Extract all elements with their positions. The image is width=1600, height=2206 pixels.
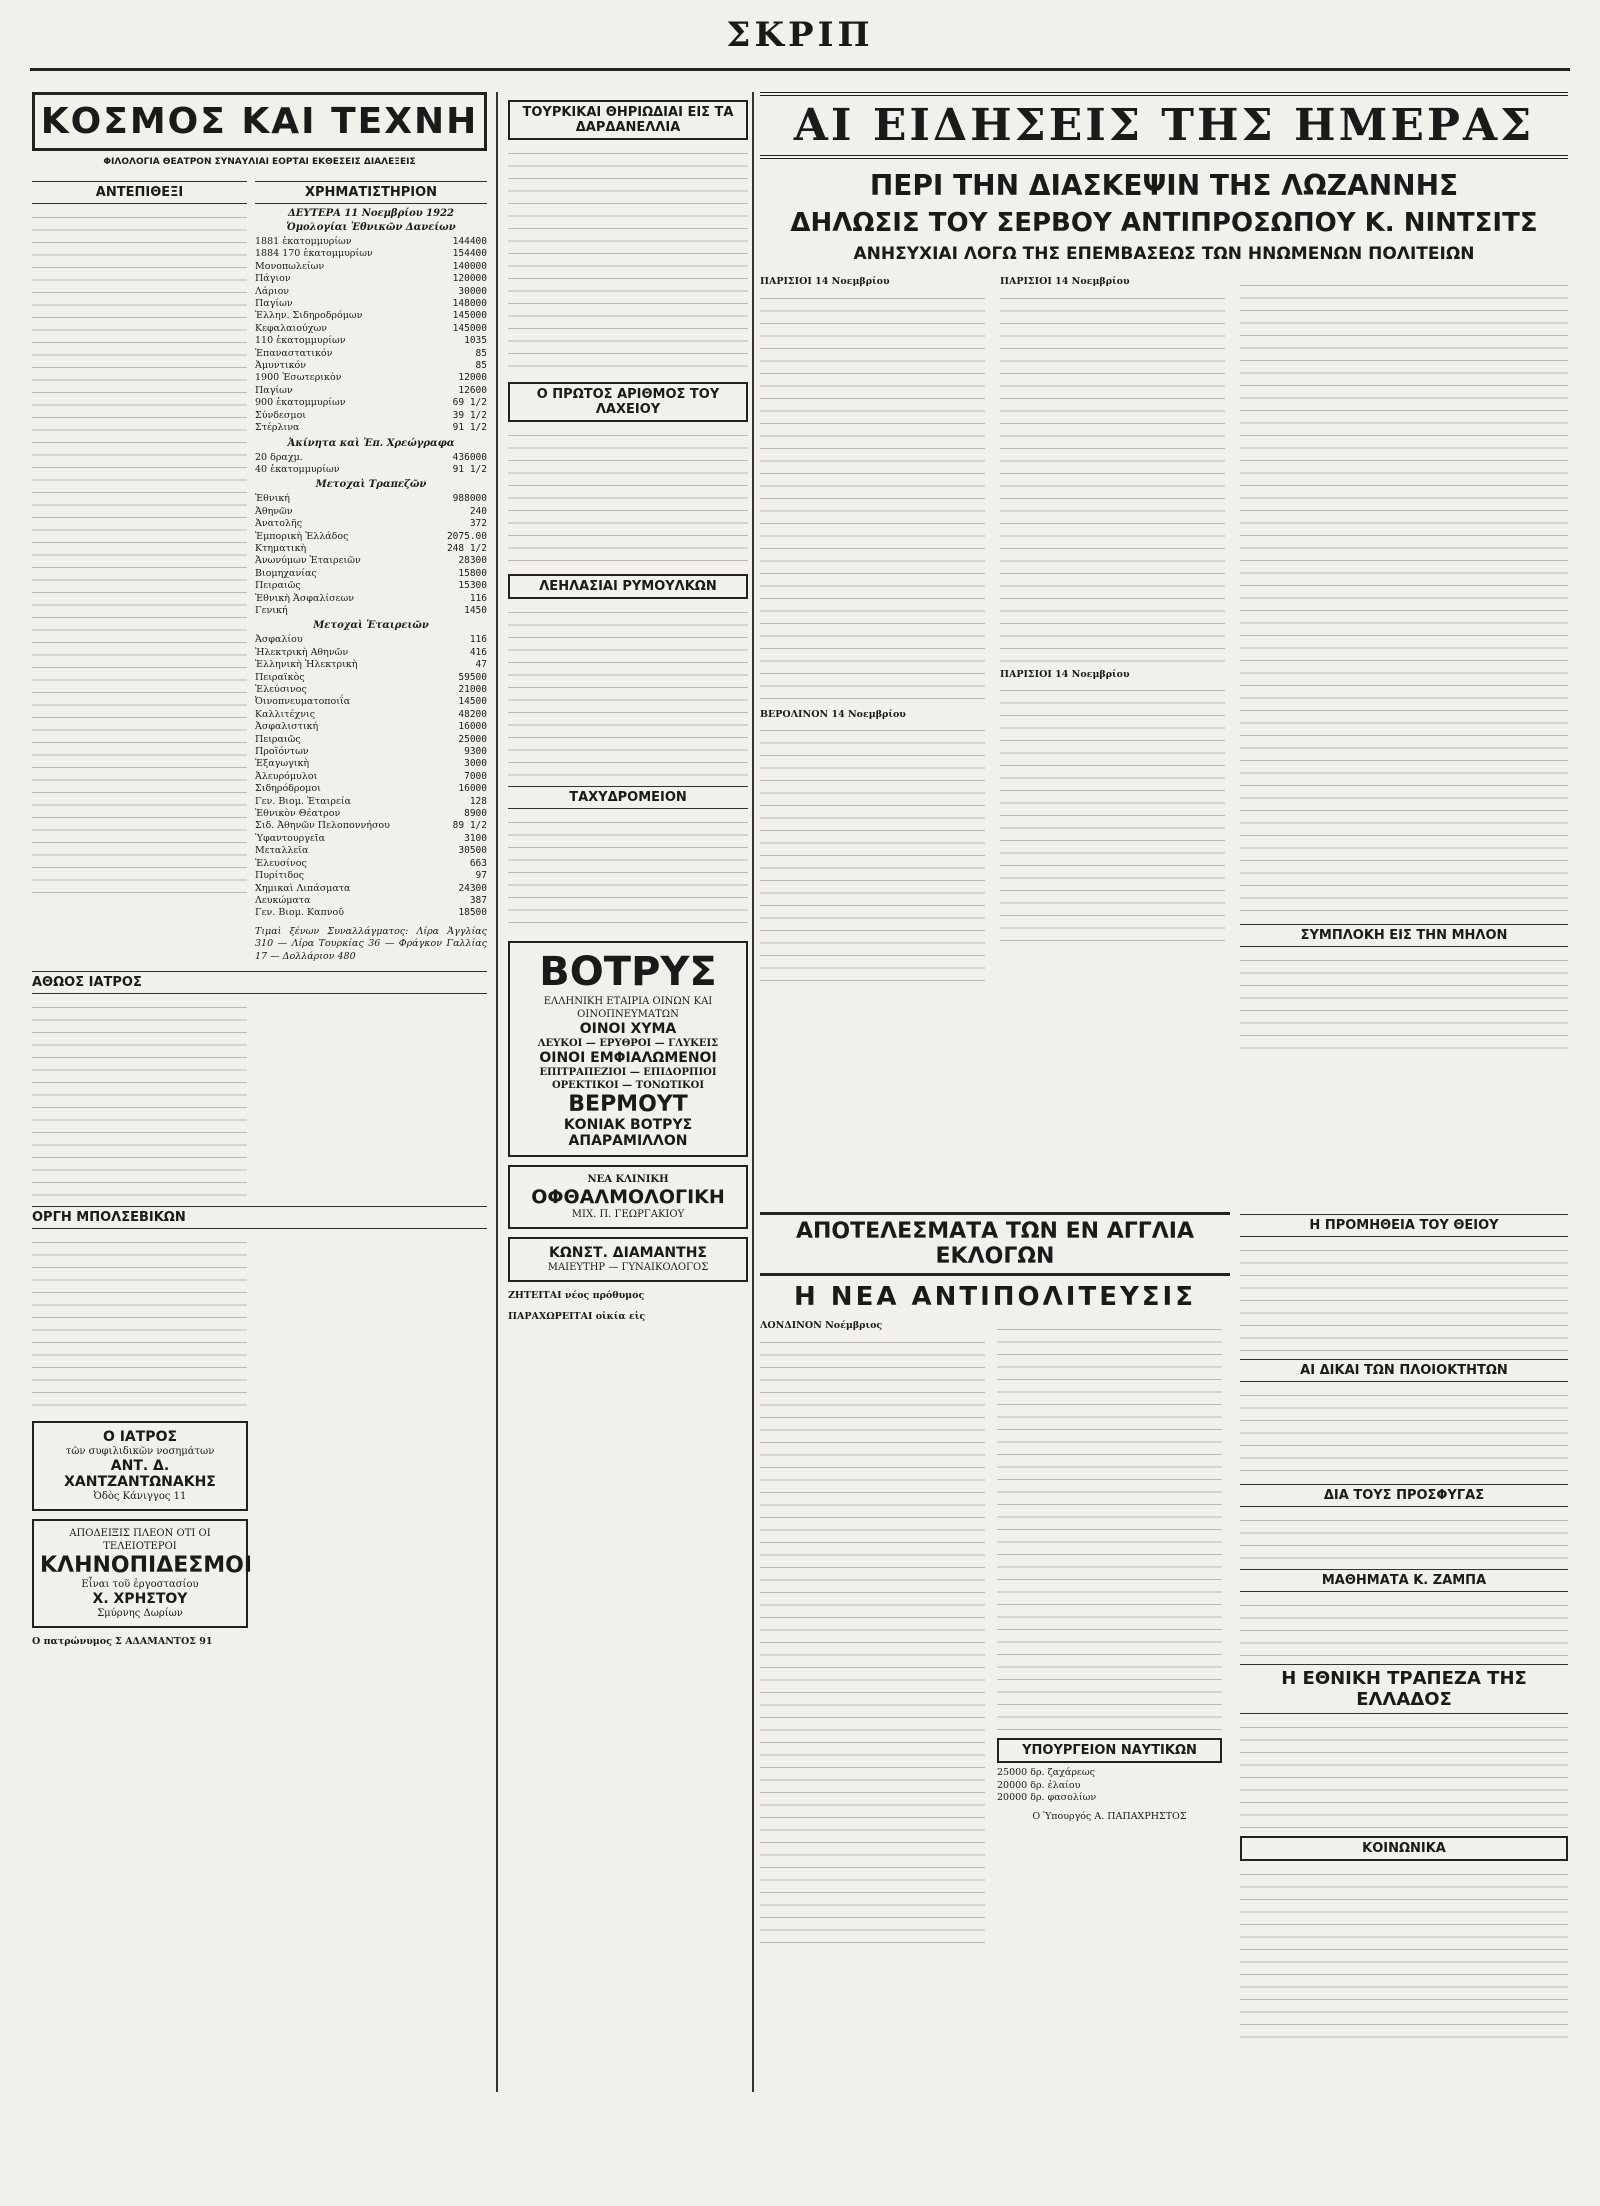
market-row — [255, 372, 487, 384]
market-row-value: 145000 — [452, 322, 487, 334]
market-row — [255, 845, 487, 857]
article-title: ΑΙ ΔΙΚΑΙ ΤΩΝ ΠΛΟΙΟΚΤΗΤΩΝ — [1240, 1359, 1568, 1382]
market-row — [255, 783, 487, 795]
classified-ad: ΠΑΡΑΧΩΡΕΙΤΑΙ οἰκία εἰς — [508, 1310, 646, 1322]
ad-title: Ο ΙΑΤΡΟΣ — [102, 1429, 178, 1446]
market-row-label: Στέρλινα — [255, 422, 300, 434]
article-title: ΤΑΧΥΔΡΟΜΕΙΟΝ — [508, 786, 748, 809]
market-row-label: 40 ἑκατομμυρίων — [255, 463, 340, 475]
article-text-block — [32, 998, 247, 1198]
market-row — [255, 580, 487, 592]
market-row-value: 48200 — [458, 708, 487, 720]
market-row-value: 144400 — [452, 236, 487, 247]
market-row-label: Πάγιον — [255, 273, 291, 285]
column-divider — [496, 92, 498, 2092]
article-title: ΣΥΜΠΛΟΚΗ ΕΙΣ ΤΗΝ ΜΗΛΟΝ — [1240, 924, 1568, 947]
masthead-rule — [30, 68, 1570, 71]
ad-address: Ὀδὸς Κάνιγγος 11 — [93, 1491, 187, 1503]
article-text-block — [508, 813, 748, 933]
market-subheading: Ἀκίνητα καὶ Ἐπ. Χρεώγραφα — [287, 437, 455, 449]
article-title: Η ΕΘΝΙΚΗ ΤΡΑΠΕΖΑ ΤΗΣ ΕΛΛΑΔΟΣ — [1240, 1664, 1568, 1714]
footer-notice: Ο πατρώνυμος Σ ΑΔΑΜΑΝΤΟΣ 91 — [32, 1636, 213, 1648]
ophthalmology-advertisement — [508, 1165, 748, 1229]
market-row-label: Ἀλευρόμυλοι — [255, 770, 318, 782]
market-row — [255, 518, 487, 530]
article-title: ΤΟΥΡΚΙΚΑΙ ΘΗΡΙΩΔΙΑΙ ΕΙΣ ΤΑ ΔΑΡΔΑΝΕΛΛΙΑ — [508, 100, 748, 140]
section-banner: ΚΟΣΜΟΣ ΚΑΙ ΤΕΧΝΗ — [32, 92, 487, 151]
article-text-block — [1240, 1718, 1568, 1828]
market-row-label: Ἑξαγωγικὴ — [255, 758, 310, 770]
market-row-label: Πειραιῶς — [255, 733, 301, 745]
news-subheading: ΔΗΛΩΣΙΣ ΤΟΥ ΣΕΡΒΟΥ ΑΝΤΙΠΡΟΣΩΠΟΥ Κ. ΝΙΝΤΣΙΤΣ — [790, 208, 1538, 238]
ad-line: ΟΙΝΟΙ ΕΜΦΙΑΛΩΜΕΝΟΙ — [539, 1050, 717, 1066]
market-row-label: Ἠλεκτρικὴ Αθηνῶν — [255, 646, 349, 658]
market-row — [255, 833, 487, 845]
article-text-block — [1240, 951, 1568, 1051]
market-row — [255, 647, 487, 659]
market-row — [255, 410, 487, 422]
market-row-value: 30000 — [458, 285, 487, 297]
market-row — [255, 593, 487, 605]
market-row — [255, 634, 487, 646]
ad-line: ΕΠΙΤΡΑΠΕΖΙΟΙ — ΕΠΙΔΟΡΠΙΟΙ — [539, 1067, 717, 1078]
article-text-block — [508, 426, 748, 566]
market-row-label: Παγίων — [255, 384, 293, 396]
market-row-label: Πειραϊκὸς — [255, 671, 305, 683]
article-title: ΑΘΩΟΣ ΙΑΤΡΟΣ — [32, 971, 487, 994]
market-row-label: Γεν. Βιομ. Ἑταιρεία — [255, 795, 352, 807]
market-row-label: Καλλιτέχνις — [255, 708, 316, 720]
market-row — [255, 422, 487, 434]
news-page-title: ΑΙ ΕΙΔΗΣΕΙΣ ΤΗΣ ΗΜΕΡΑΣ — [760, 92, 1568, 159]
article-text-block — [32, 208, 247, 898]
stock-market-table — [255, 173, 487, 963]
naval-amount: 25000 δρ. ζαχάρεως — [997, 1767, 1095, 1778]
market-row-label: 1884 170 ἑκατομμυρίων — [255, 248, 373, 260]
news-subcolumn — [1000, 276, 1225, 1186]
market-row — [255, 808, 487, 820]
column-divider — [752, 92, 754, 2092]
bedframe-advertisement — [32, 1519, 253, 1628]
market-row-value: 1450 — [464, 604, 487, 616]
ad-headline: ΚΛΗΝΟΠΙΔΕΣΜΟΙ — [40, 1553, 253, 1579]
article-text-block — [760, 289, 985, 709]
market-row — [255, 568, 487, 580]
market-row-value: 372 — [469, 518, 487, 530]
market-row-label: Ἀθηνῶν — [255, 505, 293, 517]
market-row-value: 16000 — [458, 721, 487, 733]
market-row-label: Ἑπαναστατικόν — [255, 347, 333, 359]
market-row-label: Ἀνατολῆς — [255, 518, 303, 530]
market-date: ΔΕΥΤΕΡΑ 11 Νοεμβρίου 1922 — [287, 208, 454, 219]
masthead — [0, 0, 1600, 70]
market-row-label: Λάριον — [255, 285, 290, 297]
market-row — [255, 696, 487, 708]
market-row-label: Κεφαλαιούχων — [255, 322, 328, 334]
article-text-block — [1240, 1386, 1568, 1476]
market-row-label: Πειραιῶς — [255, 580, 301, 592]
market-row-value: 85 — [475, 360, 487, 372]
market-row-value: 7000 — [464, 770, 487, 782]
market-row-value: 128 — [469, 795, 487, 807]
market-row-label: Ἑλληνικὴ Ἠλεκτρικὴ — [255, 659, 358, 671]
ad-line: ΒΕΡΜΟΥΤ — [568, 1092, 688, 1117]
newspaper-name: ΣΚΡΙΠ — [726, 15, 874, 55]
market-subheading: Μετοχαὶ Τραπεζῶν — [315, 479, 427, 491]
market-row-value: 116 — [469, 592, 487, 604]
ad-line: ΕΛΛΗΝΙΚΗ ΕΤΑΙΡΙΑ ΟΙΝΩΝ ΚΑΙ ΟΙΝΟΠΝΕΥΜΑΤΩΝ — [543, 996, 713, 1020]
column-middle — [508, 92, 748, 1323]
market-row-label: Ἐθνικὴ Ἀσφαλίσεων — [255, 592, 355, 604]
market-row — [255, 820, 487, 832]
column-news — [760, 92, 1568, 2206]
market-row-label: Σιδ. Ἀθηνῶν Πελοποννήσου — [255, 820, 390, 832]
market-row-value: 988000 — [452, 493, 487, 505]
market-row-value: 91 1/2 — [452, 463, 487, 475]
news-subcolumn — [1240, 1206, 1568, 2045]
market-row-value: 140000 — [452, 260, 487, 272]
market-row — [255, 248, 487, 260]
market-row — [255, 858, 487, 870]
market-row — [255, 397, 487, 409]
market-row-value: 145000 — [452, 310, 487, 322]
market-row-value: 248 1/2 — [446, 542, 487, 554]
article-title: Ο ΠΡΩΤΟΣ ΑΡΙΘΜΟΣ ΤΟΥ ΛΑΧΕΙΟΥ — [508, 382, 748, 422]
article-title: ΥΠΟΥΡΓΕΙΟΝ ΝΑΥΤΙΚΩΝ — [997, 1738, 1222, 1763]
market-row-label: Σύνδεσμοι — [255, 409, 307, 421]
market-row-value: 9300 — [464, 746, 487, 758]
market-row — [255, 883, 487, 895]
article-text-block — [760, 721, 985, 981]
market-row — [255, 323, 487, 335]
market-row-label: Ὑφαντουργεῖα — [255, 832, 325, 844]
market-row — [255, 870, 487, 882]
article-title: ΛΕΗΛΑΣΙΑΙ ΡΥΜΟΥΛΚΩΝ — [508, 574, 748, 599]
dateline: ΠΑΡΙΣΙΟΙ 14 Νοεμβρίου — [1000, 276, 1130, 287]
article-title: ΟΡΓΗ ΜΠΟΛΣΕΒΙΚΩΝ — [32, 1206, 487, 1229]
market-row-value: 85 — [475, 347, 487, 359]
ad-line: ΚΟΝΙΑΚ ΒΟΤΡΥΣ — [563, 1117, 693, 1133]
article-text-block — [508, 144, 748, 374]
market-row-value: 15300 — [458, 580, 487, 592]
market-row-label: Ἐλευσίνος — [255, 857, 307, 869]
minister-signature: Ο Ὑπουργός Α. ΠΑΠΑΧΡΗΣΤΟΣ — [1032, 1810, 1187, 1822]
market-title: ΧΡΗΜΑΤΙΣΤΗΡΙΟΝ — [255, 181, 487, 204]
ad-name: ΜΙΧ. Π. ΓΕΩΡΓΑΚΙΟΥ — [571, 1209, 685, 1220]
dateline: ΛΟΝΔΙΝΟΝ Νοέμβριος — [760, 1320, 883, 1331]
market-row-value: 387 — [469, 894, 487, 906]
market-row-value: 116 — [469, 634, 487, 646]
market-row — [255, 385, 487, 397]
market-row-value: 16000 — [458, 783, 487, 795]
market-row — [255, 531, 487, 543]
market-row — [255, 746, 487, 758]
market-row — [255, 895, 487, 907]
article-text-block — [1000, 681, 1225, 941]
market-row-label: 1900 Ἐσωτερικὸν — [255, 372, 342, 384]
market-row-value: 91 1/2 — [452, 422, 487, 434]
market-row — [255, 273, 487, 285]
market-row-value: 436000 — [452, 451, 487, 463]
market-row — [255, 298, 487, 310]
market-row — [255, 452, 487, 464]
column-left — [32, 92, 487, 1649]
market-row-value: 25000 — [458, 733, 487, 745]
article-text-block — [1240, 1511, 1568, 1561]
article-text-block — [760, 1333, 985, 1953]
market-row-value: 28300 — [458, 555, 487, 567]
ad-preline: ΑΠΟΔΕΙΞΙΣ ΠΛΕΟΝ ΟΤΙ ΟΙ ΤΕΛΕΙΟΤΕΡΟΙ — [69, 1528, 211, 1553]
market-row-value: 3100 — [464, 832, 487, 844]
news-subcolumn — [1240, 276, 1568, 1186]
article-text-block — [32, 1233, 247, 1413]
ad-subline: ΜΑΙΕΥΤΗΡ — ΓΥΝΑΙΚΟΛΟΓΟΣ — [547, 1262, 709, 1273]
news-subheading: ΑΝΗΣΥΧΙΑΙ ΛΟΓΩ ΤΗΣ ΕΠΕΜΒΑΣΕΩΣ ΤΩΝ ΗΝΩΜΕΝΩΝ ΠΟΛΙΤΕΙΩΝ — [853, 244, 1475, 264]
ad-subline: Εἶναι τοῦ ἐργοστασίου — [81, 1579, 199, 1591]
market-row — [255, 758, 487, 770]
article-text-block — [508, 603, 748, 778]
market-row-value: 14500 — [458, 696, 487, 708]
market-row-label: 1881 ἑκατομμυρίων — [255, 236, 352, 247]
market-row — [255, 493, 487, 505]
ad-line: ΛΕΥΚΟΙ — ΕΡΥΘΡΟΙ — ΓΛΥΚΕΙΣ — [537, 1038, 719, 1049]
market-row-label: Λευκώματα — [255, 894, 311, 906]
article-title: ΔΙΑ ΤΟΥΣ ΠΡΟΣΦΥΓΑΣ — [1240, 1484, 1568, 1507]
article-title: ΚΟΙΝΩΝΙΚΑ — [1240, 1836, 1568, 1861]
dateline: ΒΕΡΟΛΙΝΟΝ 14 Νοεμβρίου — [760, 708, 906, 720]
market-row-label: 900 ἑκατομμυρίων — [255, 397, 346, 409]
market-row-label: Μονοπωλείων — [255, 260, 325, 272]
market-row — [255, 771, 487, 783]
market-row-label: Κτηματικὴ — [255, 542, 307, 554]
market-row — [255, 907, 487, 919]
market-row — [255, 684, 487, 696]
market-row-label: Παγίων — [255, 298, 293, 310]
ad-name: ΚΩΝΣΤ. ΔΙΑΜΑΝΤΗΣ — [549, 1245, 707, 1261]
market-row-value: 154400 — [452, 248, 487, 260]
article-text-block — [1240, 276, 1568, 916]
market-row — [255, 734, 487, 746]
market-row — [255, 360, 487, 372]
news-heading: ΠΕΡΙ ΤΗΝ ΔΙΑΣΚΕΨΙΝ ΤΗΣ ΛΩΖΑΝΝΗΣ — [869, 169, 1459, 202]
article-title: Η ΠΡΟΜΗΘΕΙΑ ΤΟΥ ΘΕΙΟΥ — [1240, 1214, 1568, 1237]
market-row-label: 20 δραχμ. — [255, 451, 303, 463]
market-row — [255, 236, 487, 248]
article-subtitle: Η ΝΕΑ ΑΝΤΙΠΟΛΙΤΕΥΣΙΣ — [794, 1282, 1196, 1312]
market-row — [255, 261, 487, 273]
ad-line: ΟΙΝΟΙ ΧΥΜΑ — [579, 1021, 677, 1037]
section-banner-subtitle: ΦΙΛΟΛΟΓΙΑ ΘΕΑΤΡΟΝ ΣΥΝΑΥΛΙΑΙ ΕΟΡΤΑΙ ΕΚΘΕΣΕΙΣ ΔΙΑΛΕΞΕΙΣ — [103, 157, 416, 167]
ad-preline: ΝΕΑ ΚΛΙΝΙΚΗ — [587, 1174, 669, 1185]
market-row — [255, 709, 487, 721]
market-row-label: Ἀσφαλίου — [255, 634, 303, 646]
market-row-label: Ἐμπορικὴ Ἑλλάδος — [255, 530, 349, 542]
market-row-value: 240 — [469, 505, 487, 517]
market-row — [255, 605, 487, 617]
market-row — [255, 721, 487, 733]
dateline: ΠΑΡΙΣΙΟΙ 14 Νοεμβρίου — [1000, 668, 1130, 680]
market-row-value: 1035 — [464, 335, 487, 347]
article-title: ΑΝΤΕΠΙΘΕΞΙ — [32, 181, 247, 204]
article-title: ΜΑΘΗΜΑΤΑ Κ. ΖΑΜΠΑ — [1240, 1569, 1568, 1592]
market-row-label: Πυρίτιδος — [255, 870, 305, 882]
ad-brand: ΒΟΤΡΥΣ — [539, 949, 717, 995]
market-row-label: Μεταλλεῖα — [255, 845, 309, 857]
market-row-value: 663 — [469, 857, 487, 869]
market-row-label: Ἐθνικὸν Θέατρον — [255, 808, 341, 820]
market-row-value: 47 — [475, 659, 487, 671]
market-row-value: 59500 — [458, 671, 487, 683]
naval-amount: 20000 δρ. ἐλαίου — [997, 1779, 1081, 1791]
exchange-rates: Τιμαὶ ξένων Συναλλάγματος: Λίρα Ἀγγλίας 310 — Λίρα Τουρκίας 36 — Φράγκον Γαλλίας 17 — Δολλάριον 480 — [255, 925, 487, 962]
market-row-value: 148000 — [452, 298, 487, 310]
market-row-value: 24300 — [458, 882, 487, 894]
dateline: ΠΑΡΙΣΙΟΙ 14 Νοεμβρίου — [760, 276, 890, 287]
market-row-value: 15800 — [458, 567, 487, 579]
market-row — [255, 310, 487, 322]
article-text-block — [1240, 1241, 1568, 1351]
doctor-advertisement — [32, 1421, 248, 1511]
market-row-value: 18500 — [458, 907, 487, 919]
market-row — [255, 796, 487, 808]
market-row — [255, 543, 487, 555]
market-row-value: 3000 — [464, 758, 487, 770]
article-text-block — [1240, 1865, 1568, 2045]
market-row-value: 30500 — [458, 845, 487, 857]
market-row-label: Βιομηχανίας — [255, 567, 317, 579]
market-row-label: Ἀνωνύμων Ἑταιρειῶν — [255, 555, 361, 567]
market-row-label: Γενική — [255, 604, 288, 616]
article-text-block — [1000, 289, 1225, 669]
market-row-label: Ἐλεύσινος — [255, 684, 307, 695]
market-row — [255, 348, 487, 360]
naval-amount: 20000 δρ. φασολίων — [997, 1792, 1097, 1803]
market-row — [255, 672, 487, 684]
ad-line: τῶν συφιλιδικῶν νοσημάτων — [65, 1446, 215, 1458]
classified-ad: ΖΗΤΕΙΤΑΙ νέος πρόθυμος — [508, 1290, 645, 1301]
wine-advertisement — [508, 941, 748, 1157]
article-text-block — [997, 1320, 1222, 1730]
ad-name: ΑΝΤ. Δ. ΧΑΝΤΖΑΝΤΩΝΑΚΗΣ — [64, 1458, 216, 1491]
market-row — [255, 464, 487, 476]
market-row-value: 8900 — [464, 808, 487, 820]
gynecologist-advertisement — [508, 1237, 748, 1282]
market-subheading: Μετοχαὶ Ἑταιρειῶν — [313, 620, 429, 632]
market-row-label: Γεν. Βιομ. Καπνοῦ — [255, 907, 344, 919]
market-row-label: Ὀινοπνευματοποιΐα — [255, 696, 351, 708]
article-text-block — [1240, 1596, 1568, 1656]
market-row-label: Ἀσφαλιστική — [255, 721, 319, 733]
market-row — [255, 286, 487, 298]
ad-name: Χ. ΧΡΗΣΤΟΥ — [92, 1591, 188, 1608]
market-row-label: 110 ἑκατομμυρίων — [255, 335, 346, 347]
market-subheading: Ὁμολογίαι Ἐθνικῶν Δανείων — [286, 222, 456, 233]
market-row-value: 21000 — [458, 684, 487, 695]
market-row-label: Προϊόντων — [255, 746, 309, 758]
market-row-value: 89 1/2 — [452, 820, 487, 832]
market-row-label: Σιδηρόδρομοι — [255, 783, 321, 795]
news-subcolumn — [760, 276, 985, 1186]
market-row-value: 12000 — [458, 372, 487, 384]
market-row — [255, 335, 487, 347]
market-row — [255, 506, 487, 518]
market-row-value: 69 1/2 — [452, 397, 487, 409]
market-row-label: Χημικαὶ Λιπάσματα — [255, 882, 351, 894]
market-row-label: Ἐθνική — [255, 493, 290, 505]
ad-line: ΑΠΑΡΑΜΙΛΛΟΝ — [568, 1133, 688, 1149]
article-title: ΑΠΟΤΕΛΕΣΜΑΤΑ ΤΩΝ ΕΝ ΑΓΓΛΙΑ ΕΚΛΟΓΩΝ — [760, 1212, 1230, 1276]
market-row — [255, 555, 487, 567]
ad-headline: ΟΦΘΑΛΜΟΛΟΓΙΚΗ — [531, 1186, 725, 1208]
ad-address: Σμύρνης Δωρίων — [97, 1608, 183, 1620]
market-row-label: Ἀμυντικόν — [255, 360, 306, 372]
market-row-value: 120000 — [452, 273, 487, 285]
market-row-value: 97 — [475, 870, 487, 882]
market-row — [255, 659, 487, 671]
market-row-value: 2075.00 — [446, 530, 487, 542]
market-row-value: 416 — [469, 646, 487, 658]
antipeixi-article — [32, 173, 247, 963]
market-row-value: 39 1/2 — [452, 409, 487, 421]
market-row-label: Ἑλλην. Σιδηροδρόμων — [255, 310, 363, 322]
market-row-value: 12600 — [458, 384, 487, 396]
elections-article — [760, 1206, 1230, 1953]
ad-line: ΟΡΕΚΤΙΚΟΙ — ΤΟΝΩΤΙΚΟΙ — [551, 1080, 705, 1091]
